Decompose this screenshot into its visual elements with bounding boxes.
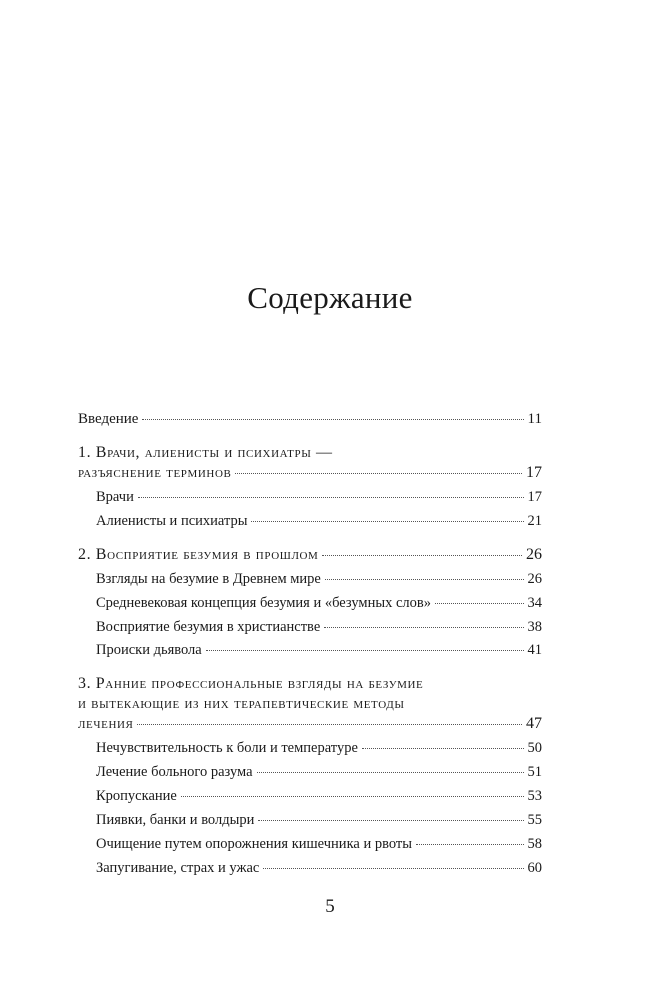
dot-leader [258, 820, 523, 821]
dot-leader [206, 650, 524, 651]
toc-entry-label: Нечувствительность к боли и температуре [96, 740, 358, 756]
toc-page-number: 53 [527, 788, 542, 804]
page-number-footer: 5 [325, 896, 335, 917]
toc-subentry[interactable] [96, 762, 542, 782]
toc-entry-label: Запугивание, страх и ужас [96, 860, 260, 876]
dot-leader [416, 844, 524, 845]
toc-page-number: 21 [527, 513, 542, 529]
toc-page-number: 34 [527, 595, 542, 611]
toc-entry-intro[interactable] [78, 409, 542, 429]
chapter-3-title-line-1[interactable]: 3. Ранние профессиональные взгляды на безумие [78, 675, 424, 692]
dot-leader [322, 555, 522, 556]
dot-leader [257, 772, 524, 773]
dot-leader [435, 603, 524, 604]
toc-entry-chapter-1[interactable] [78, 463, 542, 483]
toc-entry-label: Происки дьявола [96, 642, 202, 658]
toc-subentry[interactable] [96, 810, 542, 830]
toc-subentry[interactable] [96, 617, 542, 637]
toc-page-number: 50 [527, 740, 542, 756]
dot-leader [324, 627, 523, 628]
dot-leader [181, 796, 524, 797]
dot-leader [362, 748, 524, 749]
toc-page-number: 58 [527, 836, 542, 852]
toc-page-number: 47 [526, 715, 542, 732]
chapter-1-title-line-1[interactable]: 1. Врачи, алиенисты и психиатры — [78, 444, 333, 461]
toc-page-number: 17 [527, 489, 542, 505]
toc-entry-chapter-2[interactable] [78, 545, 542, 565]
toc-page-number: 26 [527, 571, 542, 587]
toc-page-number: 26 [526, 546, 542, 563]
dot-leader [142, 419, 523, 420]
dot-leader [325, 579, 524, 580]
toc-entry-label: Пиявки, банки и волдыри [96, 812, 255, 828]
toc-page-number: 60 [527, 860, 542, 876]
chapter-3-title-line-2[interactable]: и вытекающие из них терапевтические методы [78, 695, 405, 712]
toc-subentry[interactable] [96, 569, 542, 589]
toc-entry-label: Средневековая концепция безумия и «безумных слов» [96, 595, 431, 611]
chapter-3-title-line-3: лечения [78, 715, 134, 732]
chapter-2-title: 2. Восприятие безумия в прошлом [78, 546, 319, 563]
dot-leader [137, 724, 522, 725]
toc-subentry[interactable] [96, 834, 542, 854]
toc-subentry[interactable] [96, 858, 542, 878]
toc-page-number: 55 [527, 812, 542, 828]
toc-subentry[interactable] [96, 786, 542, 806]
toc-subentry[interactable] [96, 640, 542, 660]
toc-subentry[interactable] [96, 738, 542, 758]
dot-leader [235, 473, 522, 474]
toc-subentry[interactable] [96, 487, 542, 507]
toc-entry-chapter-3[interactable] [78, 714, 542, 734]
toc-subentry[interactable] [96, 593, 542, 613]
toc-entry-label: Взгляды на безумие в Древнем мире [96, 571, 321, 587]
toc-entry-label: Лечение больного разума [96, 764, 253, 780]
toc-entry-label: Кропускание [96, 788, 177, 804]
toc-entry-label: Алиенисты и психиатры [96, 513, 248, 529]
toc-page-number: 38 [527, 619, 542, 635]
dot-leader [263, 868, 523, 869]
toc-entry-label: Введение [78, 411, 139, 427]
dot-leader [138, 497, 524, 498]
chapter-1-title-line-2: разъяснение терминов [78, 464, 232, 481]
toc-subentry[interactable] [96, 511, 542, 531]
toc-page-number: 41 [527, 642, 542, 658]
toc-page-number: 11 [527, 411, 542, 427]
toc-entry-label: Врачи [96, 489, 134, 505]
toc-entry-label: Восприятие безумия в христианстве [96, 619, 321, 635]
toc-entry-label: Очищение путем опорожнения кишечника и рвоты [96, 836, 412, 852]
page-title: Содержание [247, 280, 413, 315]
toc-page-number: 51 [527, 764, 542, 780]
toc-page-number: 17 [526, 464, 542, 481]
dot-leader [251, 521, 523, 522]
